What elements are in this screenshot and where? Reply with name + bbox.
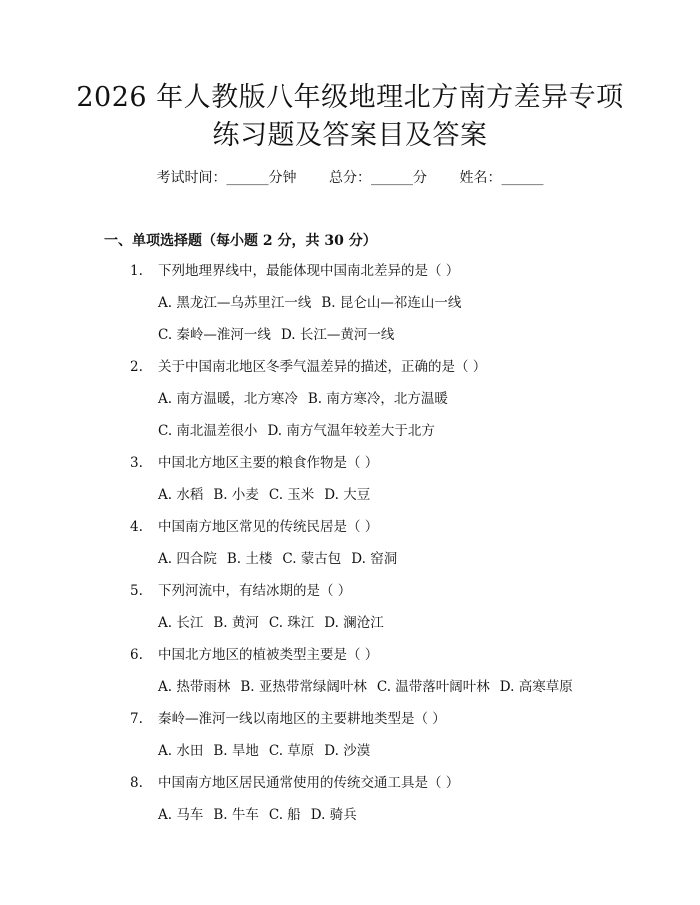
- question-number: 8.: [130, 775, 143, 791]
- option-line: [158, 485, 380, 505]
- answer-option: C. 珠江: [268, 615, 315, 631]
- option-line: [158, 549, 407, 569]
- answer-option: D. 长江—黄河一线: [280, 327, 395, 343]
- section-heading: 一、单项选择题（每小题 2 分，共 30 分）: [104, 233, 377, 249]
- page-title-line-1: 2026 年人教版八年级地理北方南方差异专项: [76, 82, 624, 113]
- option-line: [158, 389, 458, 409]
- answer-option: D. 高寒草原: [499, 679, 573, 695]
- student-name-field: 姓名：______: [459, 170, 544, 186]
- answer-option: B. 牛车: [213, 807, 259, 823]
- answer-option: B. 旱地: [213, 743, 259, 759]
- answer-option: B. 小麦: [213, 487, 259, 503]
- answer-option: C. 温带落叶阔叶林: [376, 679, 490, 695]
- question-text: 中国南方地区居民通常使用的传统交通工具是（ ）: [158, 775, 460, 791]
- answer-option: D. 大豆: [324, 487, 371, 503]
- answer-option: B. 土楼: [226, 551, 273, 567]
- answer-option: A. 水田: [158, 743, 204, 759]
- question-text: 秦岭—淮河一线以南地区的主要耕地类型是（ ）: [158, 711, 446, 727]
- answer-option: A. 长江: [158, 615, 204, 631]
- question-number: 6.: [130, 647, 143, 663]
- option-line: [158, 613, 394, 633]
- answer-option: A. 南方温暖，北方寒冷: [158, 391, 298, 407]
- answer-option: C. 南北温差很小: [158, 423, 258, 439]
- answer-option: D. 澜沧江: [324, 615, 384, 631]
- question-text: 关于中国南北地区冬季气温差异的描述，正确的是（ ）: [158, 359, 487, 375]
- option-line: [158, 677, 583, 697]
- question-number: 2.: [130, 359, 143, 375]
- option-line: [158, 421, 445, 441]
- option-line: [158, 741, 380, 761]
- question-number: 7.: [130, 711, 143, 727]
- answer-option: B. 昆仑山—祁连山一线: [321, 295, 462, 311]
- question-number: 5.: [130, 583, 143, 599]
- question-text: 中国南方地区常见的传统民居是（ ）: [158, 519, 379, 535]
- answer-option: B. 黄河: [213, 615, 259, 631]
- exam-time-field: 考试时间：______分钟: [156, 170, 297, 186]
- answer-option: A. 马车: [158, 807, 204, 823]
- answer-option: A. 热带雨林: [158, 679, 231, 695]
- answer-option: A. 水稻: [158, 487, 204, 503]
- answer-option: C. 玉米: [268, 487, 315, 503]
- question-text: 下列地理界线中，最能体现中国南北差异的是（ ）: [158, 263, 460, 279]
- option-line: [158, 805, 367, 825]
- answer-option: C. 蒙古包: [282, 551, 342, 567]
- answer-option: A. 四合院: [158, 551, 217, 567]
- answer-option: D. 沙漠: [324, 743, 371, 759]
- question-number: 4.: [130, 519, 143, 535]
- option-line: [158, 293, 471, 313]
- exam-meta: [0, 168, 700, 188]
- question-text: 中国北方地区的植被类型主要是（ ）: [158, 647, 379, 663]
- question-text: 下列河流中，有结冰期的是（ ）: [158, 583, 352, 599]
- answer-option: D. 窑洞: [351, 551, 398, 567]
- question-number: 3.: [130, 455, 143, 471]
- answer-option: D. 南方气温年较差大于北方: [267, 423, 435, 439]
- page-title-line-2: 练习题及答案目及答案: [212, 120, 488, 151]
- answer-option: A. 黑龙江—乌苏里江一线: [158, 295, 312, 311]
- answer-option: C. 秦岭—淮河一线: [158, 327, 271, 343]
- answer-option: D. 骑兵: [310, 807, 357, 823]
- question-text: 中国北方地区主要的粮食作物是（ ）: [158, 455, 379, 471]
- answer-option: C. 船: [268, 807, 301, 823]
- total-score-field: 总分：______分: [329, 170, 427, 186]
- question-number: 1.: [130, 263, 143, 279]
- answer-option: C. 草原: [268, 743, 315, 759]
- answer-option: B. 亚热带常绿阔叶林: [240, 679, 367, 695]
- answer-option: B. 南方寒冷，北方温暖: [307, 391, 448, 407]
- option-line: [158, 325, 404, 345]
